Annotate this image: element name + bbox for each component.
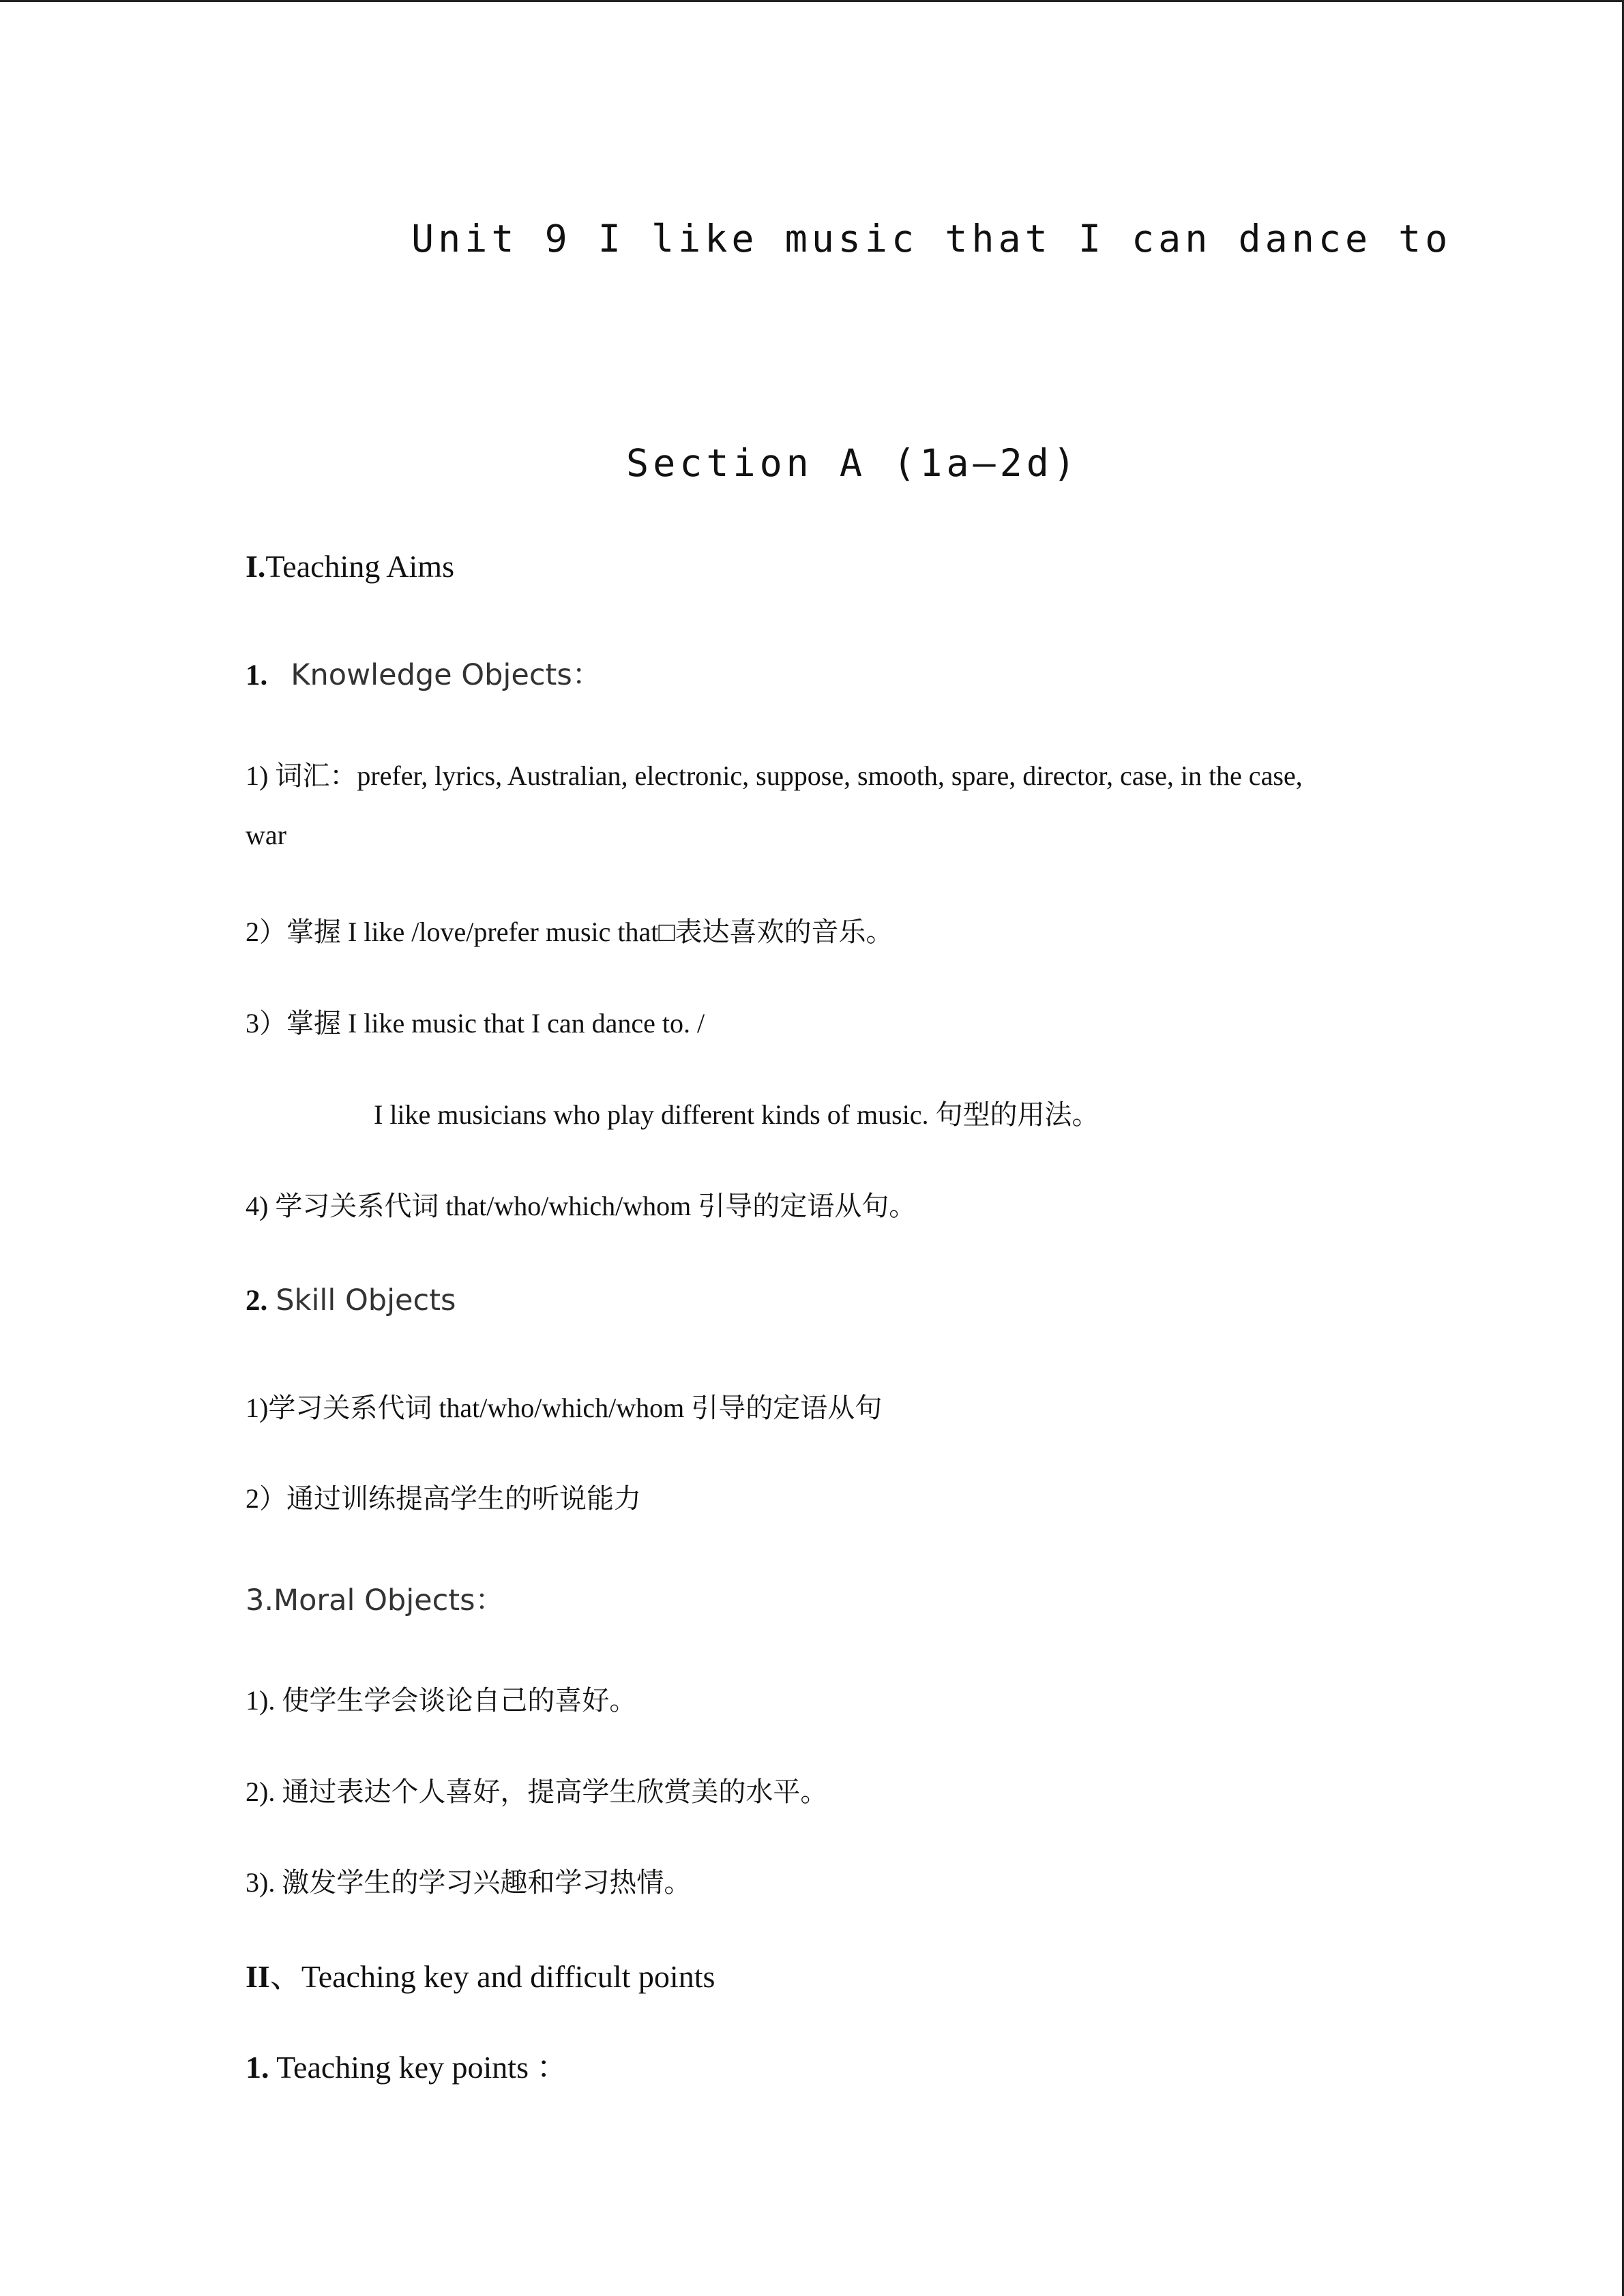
heading-label: Teaching Aims — [265, 549, 454, 584]
knowledge-objects-heading — [246, 652, 602, 694]
heading-number: 2. — [246, 1285, 268, 1317]
section-subtitle: Section A (1a—2d) — [626, 441, 1080, 485]
knowledge-item-3-example: I like musicians who play different kinds of music. 句型的用法。 — [374, 1099, 1099, 1130]
knowledge-item-1-continued: war — [246, 820, 286, 850]
skill-item-1: 1)学习关系代词 that/who/which/whom 引导的定语从句 — [246, 1392, 883, 1423]
heading-number: 1. — [246, 659, 268, 691]
teaching-aims-heading — [246, 548, 454, 584]
moral-objects-heading: 3.Moral Objects： — [246, 1583, 505, 1617]
heading-number: II — [246, 1959, 270, 1994]
key-points-heading — [246, 2042, 567, 2087]
heading-number: 1. — [246, 2050, 269, 2085]
key-difficult-heading — [246, 1952, 715, 1997]
heading-label: Knowledge Objects： — [291, 658, 602, 692]
knowledge-item-1 — [246, 754, 1303, 793]
knowledge-item-4: 4) 学习关系代词 that/who/which/whom 引导的定语从句。 — [246, 1191, 917, 1221]
heading-label: 、Teaching key and difficult points — [269, 1959, 715, 1994]
heading-number: I. — [246, 549, 266, 584]
item-text: prefer, lyrics, Australian, electronic, suppose, smooth, spare, director, case, in the case, — [357, 760, 1303, 791]
document-title: Unit 9 I like music that I can dance to — [411, 217, 1452, 260]
knowledge-item-2: 2）掌握 I like /love/prefer music that□表达喜欢的音乐。 — [246, 916, 894, 947]
page-border-top — [0, 0, 1624, 2]
heading-label: Teaching key points ： — [269, 2050, 568, 2085]
skill-objects-heading — [246, 1283, 456, 1317]
knowledge-item-3: 3）掌握 I like music that I can dance to. / — [246, 1008, 705, 1039]
moral-item-1: 1). 使学生学会谈论自己的喜好。 — [246, 1685, 637, 1716]
skill-item-2: 2）通过训练提高学生的听说能力 — [246, 1483, 641, 1514]
moral-item-2: 2). 通过表达个人喜好，提高学生欣赏美的水平。 — [246, 1776, 828, 1807]
item-prefix: 1) 词汇： — [246, 760, 357, 791]
moral-item-3: 3). 激发学生的学习兴趣和学习热情。 — [246, 1867, 692, 1898]
heading-label: Skill Objects — [276, 1283, 456, 1317]
